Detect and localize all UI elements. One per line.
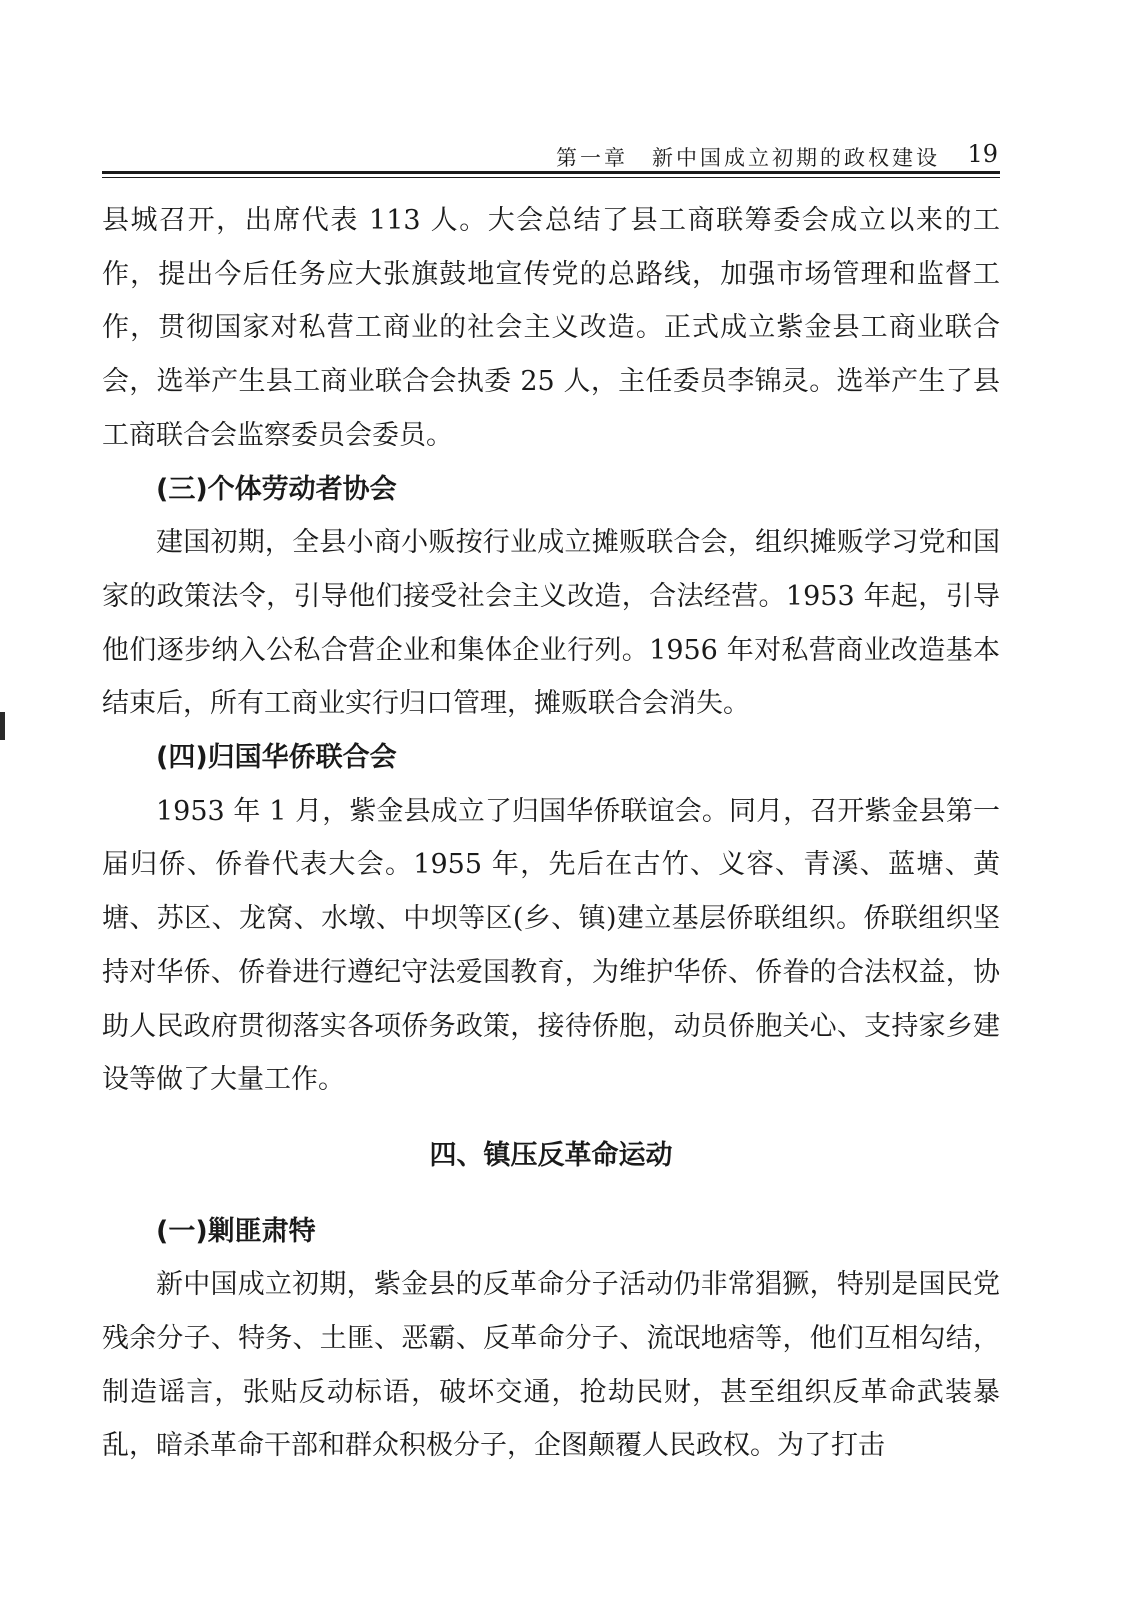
scan-margin-mark bbox=[0, 712, 5, 740]
header-rule-thin bbox=[102, 177, 1000, 178]
paragraph-individual-laborers: 建国初期，全县小商小贩按行业成立摊贩联合会，组织摊贩学习党和国家的政策法令，引导他们接受社会主义改造，合法经营。1953 年起，引导他们逐步纳入公私合营企业和集体企业行列。1956 年对私营商业改造基本结束后，所有工商业实行归口管理，摊贩联合会消失。 bbox=[102, 527, 1000, 720]
heading-individual-laborers-association: (三)个体劳动者协会 bbox=[156, 473, 397, 505]
heading-bandit-suppression: (一)剿匪肃特 bbox=[156, 1215, 316, 1247]
page-header bbox=[102, 140, 1000, 168]
header-rule-thick bbox=[102, 171, 1000, 174]
page-number: 19 bbox=[967, 140, 998, 168]
section-heading-suppression-campaign: 四、镇压反革命运动 bbox=[429, 1139, 673, 1171]
running-head: 第一章 新中国成立初期的政权建设 bbox=[556, 146, 940, 170]
page-body bbox=[102, 194, 1000, 1473]
paragraph-bandit-suppression: 新中国成立初期，紫金县的反革命分子活动仍非常猖獗，特别是国民党残余分子、特务、土匪、恶霸、反革命分子、流氓地痞等，他们互相勾结，制造谣言，张贴反动标语，破坏交通，抢劫民财，甚至组织反革命武装暴乱，暗杀革命干部和群众积极分子，企图颠覆人民政权。为了打击 bbox=[102, 1269, 1000, 1462]
heading-returned-overseas-chinese-federation: (四)归国华侨联合会 bbox=[156, 742, 397, 774]
paragraph-returned-overseas-chinese: 1953 年 1 月，紫金县成立了归国华侨联谊会。同月，召开紫金县第一届归侨、侨眷代表大会。1955 年，先后在古竹、义容、青溪、蓝塘、黄塘、苏区、龙窝、水墩、中坝等区(乡、镇)建立基层侨联组织。侨联组织坚持对华侨、侨眷进行遵纪守法爱国教育，为维护华侨、侨眷的合法权益，协助人民政府贯彻落实各项侨务政策，接待侨胞，动员侨胞关心、支持家乡建设等做了大量工作。 bbox=[102, 795, 1000, 1096]
paragraph-continued: 县城召开，出席代表 113 人。大会总结了县工商联筹委会成立以来的工作，提出今后任务应大张旗鼓地宣传党的总路线，加强市场管理和监督工作，贯彻国家对私营工商业的社会主义改造。正式成立紫金县工商业联合会，选举产生县工商业联合会执委 25 人，主任委员李锦灵。选举产生了县工商联合会监察委员会委员。 bbox=[102, 205, 1000, 451]
